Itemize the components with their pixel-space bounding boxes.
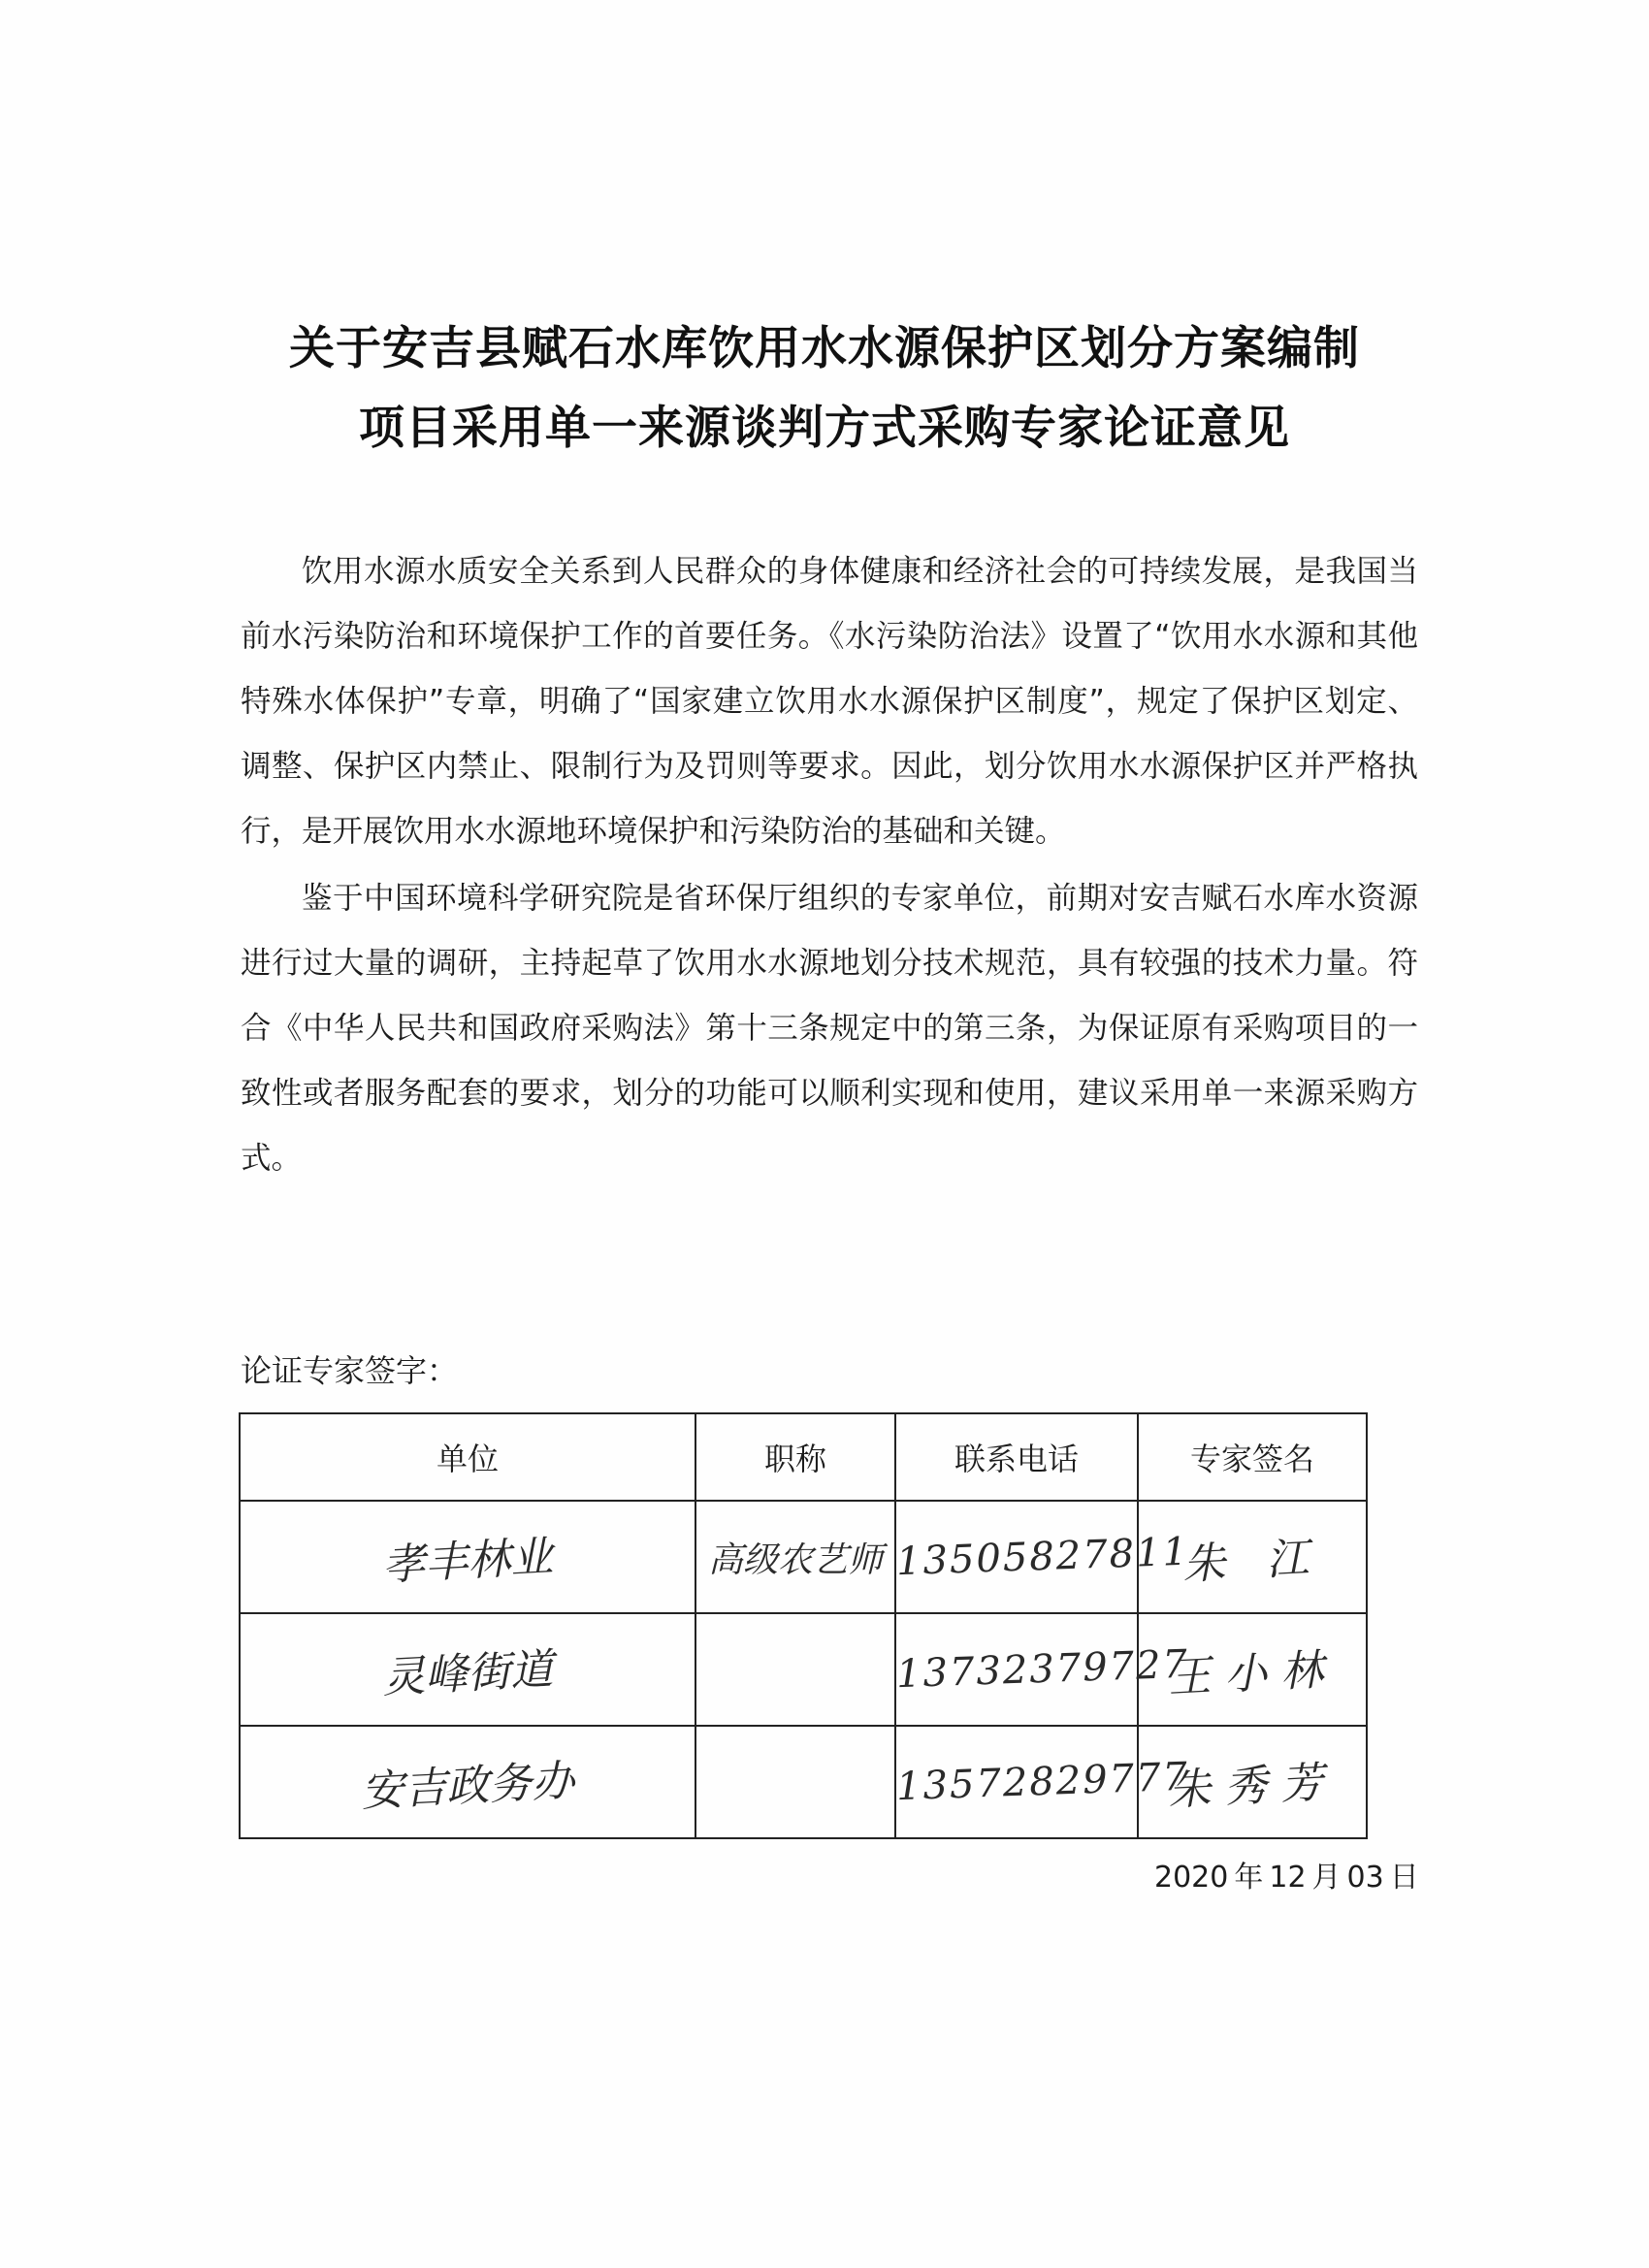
date-day-unit: 日: [1389, 1861, 1419, 1895]
handwritten-title: 高级农艺师: [707, 1539, 883, 1580]
expert-signature-table: [239, 1412, 1368, 1839]
date-year-unit: 年: [1234, 1861, 1264, 1895]
body-paragraph-2: 鉴于中国环境科学研究院是省环保厅组织的专家单位，前期对安吉赋石水库水资源进行过大量的调研，主持起草了饮用水水源地划分技术规范，具有较强的技术力量。符合《中华人民共和国政府采购法》第十三条规定中的第三条，为保证原有采购项目的一致性或者服务配套的要求，划分的功能可以顺利实现和使用，建议采用单一来源采购方式。: [241, 881, 1418, 1176]
document-title-line2: 项目采用单一来源谈判方式采购专家论证意见: [359, 402, 1290, 455]
cell-unit: [240, 1501, 695, 1613]
cell-unit: [240, 1726, 695, 1838]
handwritten-signature: 王小林: [1167, 1644, 1339, 1703]
header-signature: 专家签名: [1138, 1413, 1367, 1501]
document-date: [1148, 1853, 1419, 1895]
table-row: [240, 1501, 1367, 1613]
table-header-row: [240, 1413, 1367, 1501]
handwritten-unit: 安吉政务办: [360, 1756, 576, 1817]
handwritten-phone: 13572829777: [895, 1754, 1190, 1810]
cell-unit: [240, 1613, 695, 1726]
date-month-unit: 月: [1311, 1861, 1342, 1895]
handwritten-signature: 朱 江: [1180, 1533, 1324, 1590]
header-unit: 单位: [240, 1413, 695, 1501]
date-month: 12: [1269, 1861, 1307, 1895]
cell-phone: [895, 1613, 1190, 1726]
cell-title: [695, 1726, 895, 1838]
body-paragraph-1: 饮用水源水质安全关系到人民群众的身体健康和经济社会的可持续发展，是我国当前水污染防治和环境保护工作的首要任务。《水污染防治法》设置了“饮用水水源和其他特殊水体保护”专章，明确了“国家建立饮用水水源保护区制度”，规定了保护区划定、调整、保护区内禁止、限制行为及罚则等要求。因此，划分饮用水水源保护区并严格执行，是开展饮用水水源地环境保护和污染防治的基础和关键。: [241, 554, 1418, 849]
document-title-line1: 关于安吉县赋石水库饮用水水源保护区划分方案编制: [289, 322, 1360, 375]
handwritten-unit: 灵峰街道: [381, 1644, 555, 1703]
table-row: [240, 1613, 1367, 1726]
cell-phone: [895, 1501, 1190, 1613]
cell-signature: [1138, 1726, 1367, 1838]
cell-signature: [1138, 1613, 1367, 1726]
header-title: 职称: [695, 1413, 895, 1501]
cell-phone: [895, 1726, 1190, 1838]
date-year: 2020: [1154, 1861, 1229, 1895]
expert-signature-label: 论证专家签字：: [241, 1352, 459, 1389]
header-phone: 联系电话: [895, 1413, 1138, 1501]
cell-title: [695, 1613, 895, 1726]
cell-title: [695, 1501, 895, 1613]
date-day: 03: [1346, 1861, 1384, 1895]
handwritten-phone: 13732379727: [895, 1641, 1190, 1698]
handwritten-signature: 朱秀芳: [1167, 1757, 1339, 1816]
table-row: [240, 1726, 1367, 1838]
handwritten-unit: 孝丰林业: [381, 1532, 555, 1591]
handwritten-phone: 13505827811: [895, 1529, 1190, 1585]
